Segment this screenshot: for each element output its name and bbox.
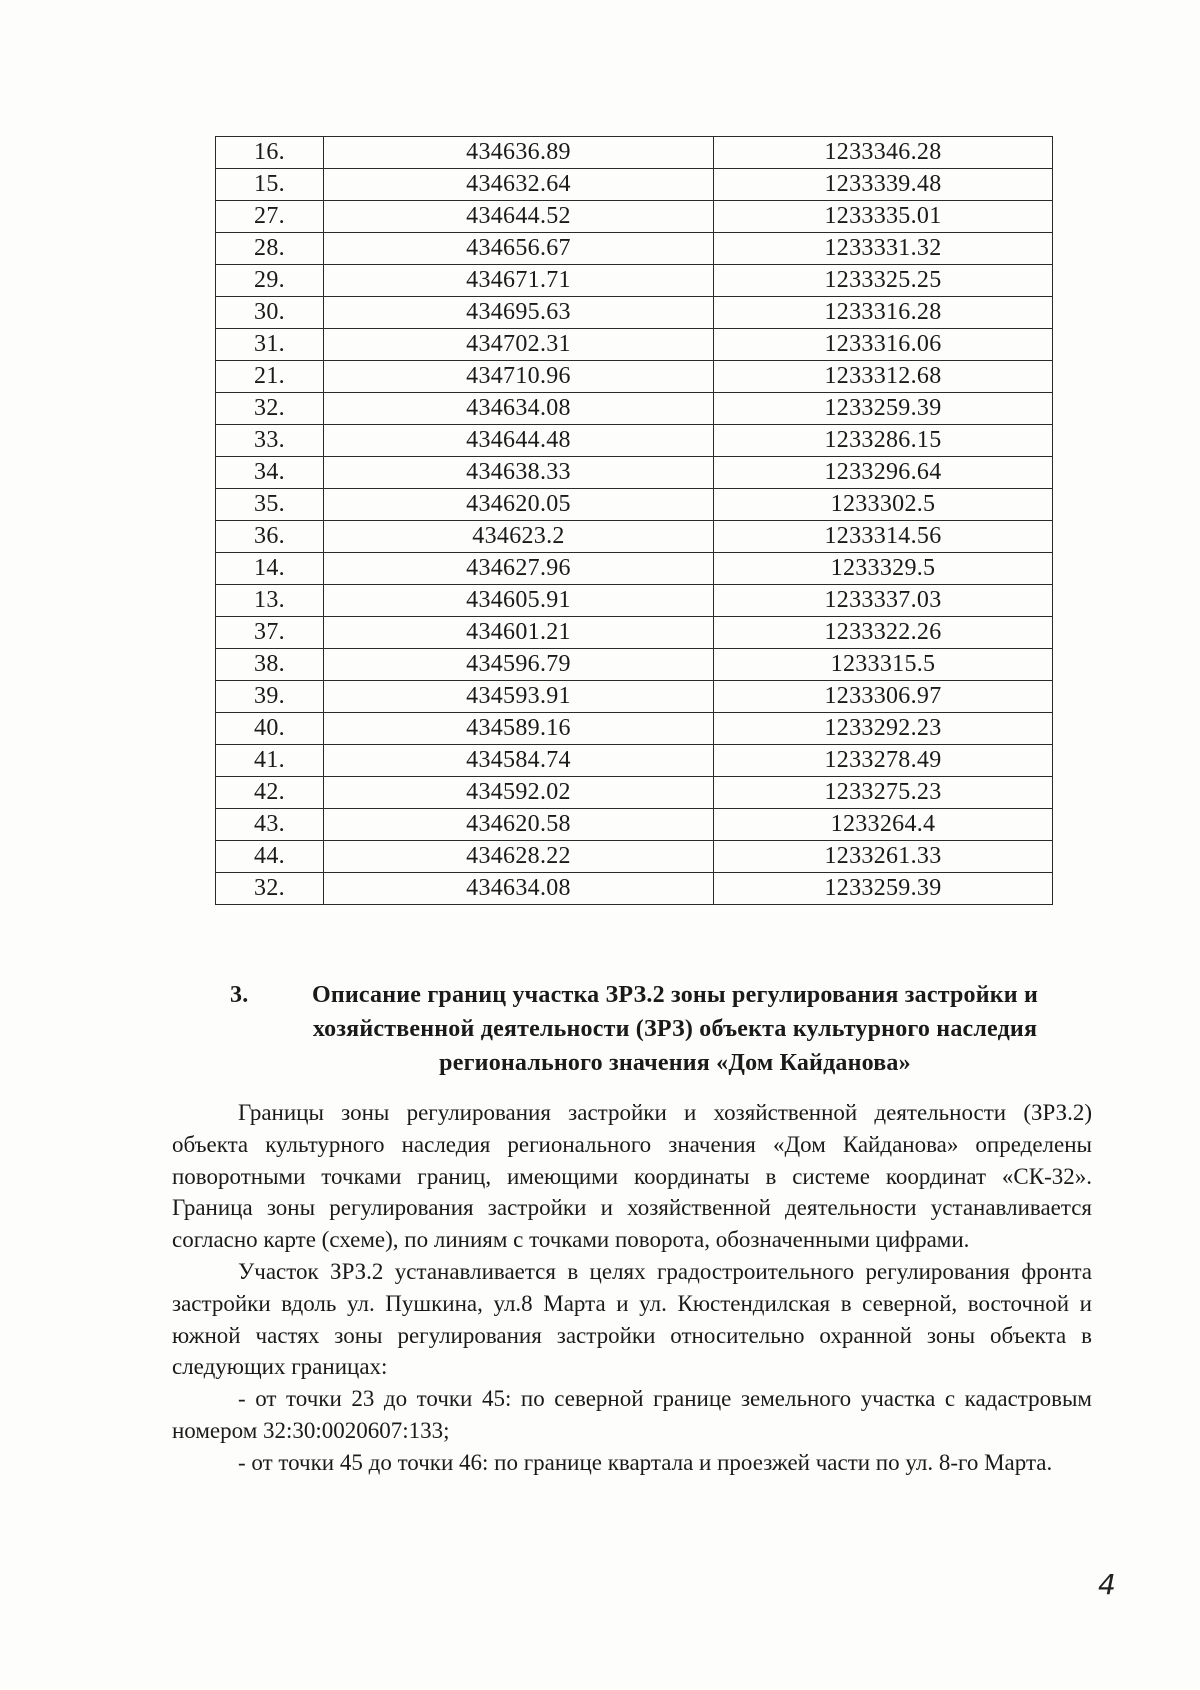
x-coordinate-cell: 434644.52 [324, 201, 714, 233]
point-number-cell: 40. [216, 713, 324, 745]
point-number-cell: 32. [216, 873, 324, 905]
section-title-line: Описание границ участка ЗРЗ.2 зоны регулирования застройки и [311, 982, 1039, 1008]
table-row [216, 617, 1053, 649]
point-number-cell: 14. [216, 553, 324, 585]
table-row [216, 649, 1053, 681]
section-title-line: хозяйственной деятельности (ЗРЗ) объекта культурного наследия [312, 1016, 1038, 1042]
y-coordinate-cell: 1233335.01 [714, 201, 1053, 233]
x-coordinate-cell: 434620.58 [324, 809, 714, 841]
point-number-cell: 35. [216, 489, 324, 521]
x-coordinate-cell: 434634.08 [324, 873, 714, 905]
table-row [216, 233, 1053, 265]
y-coordinate-cell: 1233264.4 [714, 809, 1053, 841]
y-coordinate-cell: 1233306.97 [714, 681, 1053, 713]
section-title-line: регионального значения «Дом Кайданова» [439, 1050, 911, 1076]
point-number-cell: 31. [216, 329, 324, 361]
y-coordinate-cell: 1233275.23 [714, 777, 1053, 809]
point-number-cell: 43. [216, 809, 324, 841]
boundary-item: - от точки 23 до точки 45: по северной границе земельного участка с кадастровым номером 32:30:0020607:133; [172, 1386, 1092, 1443]
x-coordinate-cell: 434636.89 [324, 137, 714, 169]
table-row [216, 297, 1053, 329]
y-coordinate-cell: 1233329.5 [714, 553, 1053, 585]
table-row [216, 681, 1053, 713]
point-number-cell: 29. [216, 265, 324, 297]
table-row [216, 521, 1053, 553]
paragraph: Участок ЗРЗ.2 устанавливается в целях градостроительного регулирования фронта застройки вдоль ул. Пушкина, ул.8 Марта и ул. Кюстендилская в северной, восточной и южной частях зоны регулирования застройки относительно охранной зоны объекта в следующих границах: [172, 1258, 1092, 1380]
point-number-cell: 34. [216, 457, 324, 489]
point-number-cell: 15. [216, 169, 324, 201]
x-coordinate-cell: 434634.08 [324, 393, 714, 425]
point-number-cell: 42. [216, 777, 324, 809]
table-row [216, 361, 1053, 393]
y-coordinate-cell: 1233261.33 [714, 841, 1053, 873]
point-number-cell: 30. [216, 297, 324, 329]
table-row [216, 137, 1053, 169]
table-row [216, 553, 1053, 585]
table-row [216, 585, 1053, 617]
x-coordinate-cell: 434592.02 [324, 777, 714, 809]
y-coordinate-cell: 1233337.03 [714, 585, 1053, 617]
point-number-cell: 21. [216, 361, 324, 393]
coordinates-table [215, 136, 1053, 905]
x-coordinate-cell: 434627.96 [324, 553, 714, 585]
paragraph: Границы зоны регулирования застройки и хозяйственной деятельности (ЗРЗ.2) объекта культурного наследия регионального значения «Дом Кайданова» определены поворотными точками границ, имеющими координаты в системе координат «СК-32». Граница зоны регулирования застройки и хозяйственной деятельности устанавливается согласно карте (схеме), по линиям с точками поворота, обозначенными цифрами. [172, 1100, 1092, 1253]
y-coordinate-cell: 1233315.5 [714, 649, 1053, 681]
y-coordinate-cell: 1233346.28 [714, 137, 1053, 169]
x-coordinate-cell: 434605.91 [324, 585, 714, 617]
y-coordinate-cell: 1233278.49 [714, 745, 1053, 777]
x-coordinate-cell: 434644.48 [324, 425, 714, 457]
y-coordinate-cell: 1233339.48 [714, 169, 1053, 201]
boundary-item: - от точки 45 до точки 46: по границе квартала и проезжей части по ул. 8-го Марта. [238, 1449, 1053, 1475]
section-number: 3. [230, 982, 249, 1008]
x-coordinate-cell: 434638.33 [324, 457, 714, 489]
x-coordinate-cell: 434584.74 [324, 745, 714, 777]
x-coordinate-cell: 434628.22 [324, 841, 714, 873]
x-coordinate-cell: 434593.91 [324, 681, 714, 713]
page-number: 4 [1098, 1568, 1116, 1601]
table-row [216, 841, 1053, 873]
table-row [216, 489, 1053, 521]
table-row [216, 201, 1053, 233]
point-number-cell: 41. [216, 745, 324, 777]
y-coordinate-cell: 1233322.26 [714, 617, 1053, 649]
x-coordinate-cell: 434601.21 [324, 617, 714, 649]
point-number-cell: 16. [216, 137, 324, 169]
x-coordinate-cell: 434620.05 [324, 489, 714, 521]
point-number-cell: 28. [216, 233, 324, 265]
y-coordinate-cell: 1233286.15 [714, 425, 1053, 457]
table-row [216, 809, 1053, 841]
table-row [216, 393, 1053, 425]
table-row [216, 745, 1053, 777]
section-body [172, 1097, 1092, 1479]
y-coordinate-cell: 1233316.28 [714, 297, 1053, 329]
x-coordinate-cell: 434589.16 [324, 713, 714, 745]
x-coordinate-cell: 434710.96 [324, 361, 714, 393]
y-coordinate-cell: 1233325.25 [714, 265, 1053, 297]
point-number-cell: 38. [216, 649, 324, 681]
x-coordinate-cell: 434632.64 [324, 169, 714, 201]
point-number-cell: 44. [216, 841, 324, 873]
table-row [216, 713, 1053, 745]
y-coordinate-cell: 1233259.39 [714, 393, 1053, 425]
y-coordinate-cell: 1233331.32 [714, 233, 1053, 265]
x-coordinate-cell: 434656.67 [324, 233, 714, 265]
table-row [216, 873, 1053, 905]
point-number-cell: 32. [216, 393, 324, 425]
y-coordinate-cell: 1233259.39 [714, 873, 1053, 905]
table-row [216, 777, 1053, 809]
section-heading [230, 978, 1090, 1080]
y-coordinate-cell: 1233314.56 [714, 521, 1053, 553]
point-number-cell: 39. [216, 681, 324, 713]
y-coordinate-cell: 1233296.64 [714, 457, 1053, 489]
x-coordinate-cell: 434623.2 [324, 521, 714, 553]
table-row [216, 457, 1053, 489]
x-coordinate-cell: 434695.63 [324, 297, 714, 329]
y-coordinate-cell: 1233292.23 [714, 713, 1053, 745]
x-coordinate-cell: 434702.31 [324, 329, 714, 361]
table-row [216, 265, 1053, 297]
x-coordinate-cell: 434671.71 [324, 265, 714, 297]
table-row [216, 425, 1053, 457]
table-row [216, 169, 1053, 201]
y-coordinate-cell: 1233302.5 [714, 489, 1053, 521]
point-number-cell: 36. [216, 521, 324, 553]
x-coordinate-cell: 434596.79 [324, 649, 714, 681]
point-number-cell: 37. [216, 617, 324, 649]
table-row [216, 329, 1053, 361]
y-coordinate-cell: 1233316.06 [714, 329, 1053, 361]
point-number-cell: 33. [216, 425, 324, 457]
y-coordinate-cell: 1233312.68 [714, 361, 1053, 393]
point-number-cell: 27. [216, 201, 324, 233]
coordinates-table-body [216, 137, 1053, 905]
point-number-cell: 13. [216, 585, 324, 617]
